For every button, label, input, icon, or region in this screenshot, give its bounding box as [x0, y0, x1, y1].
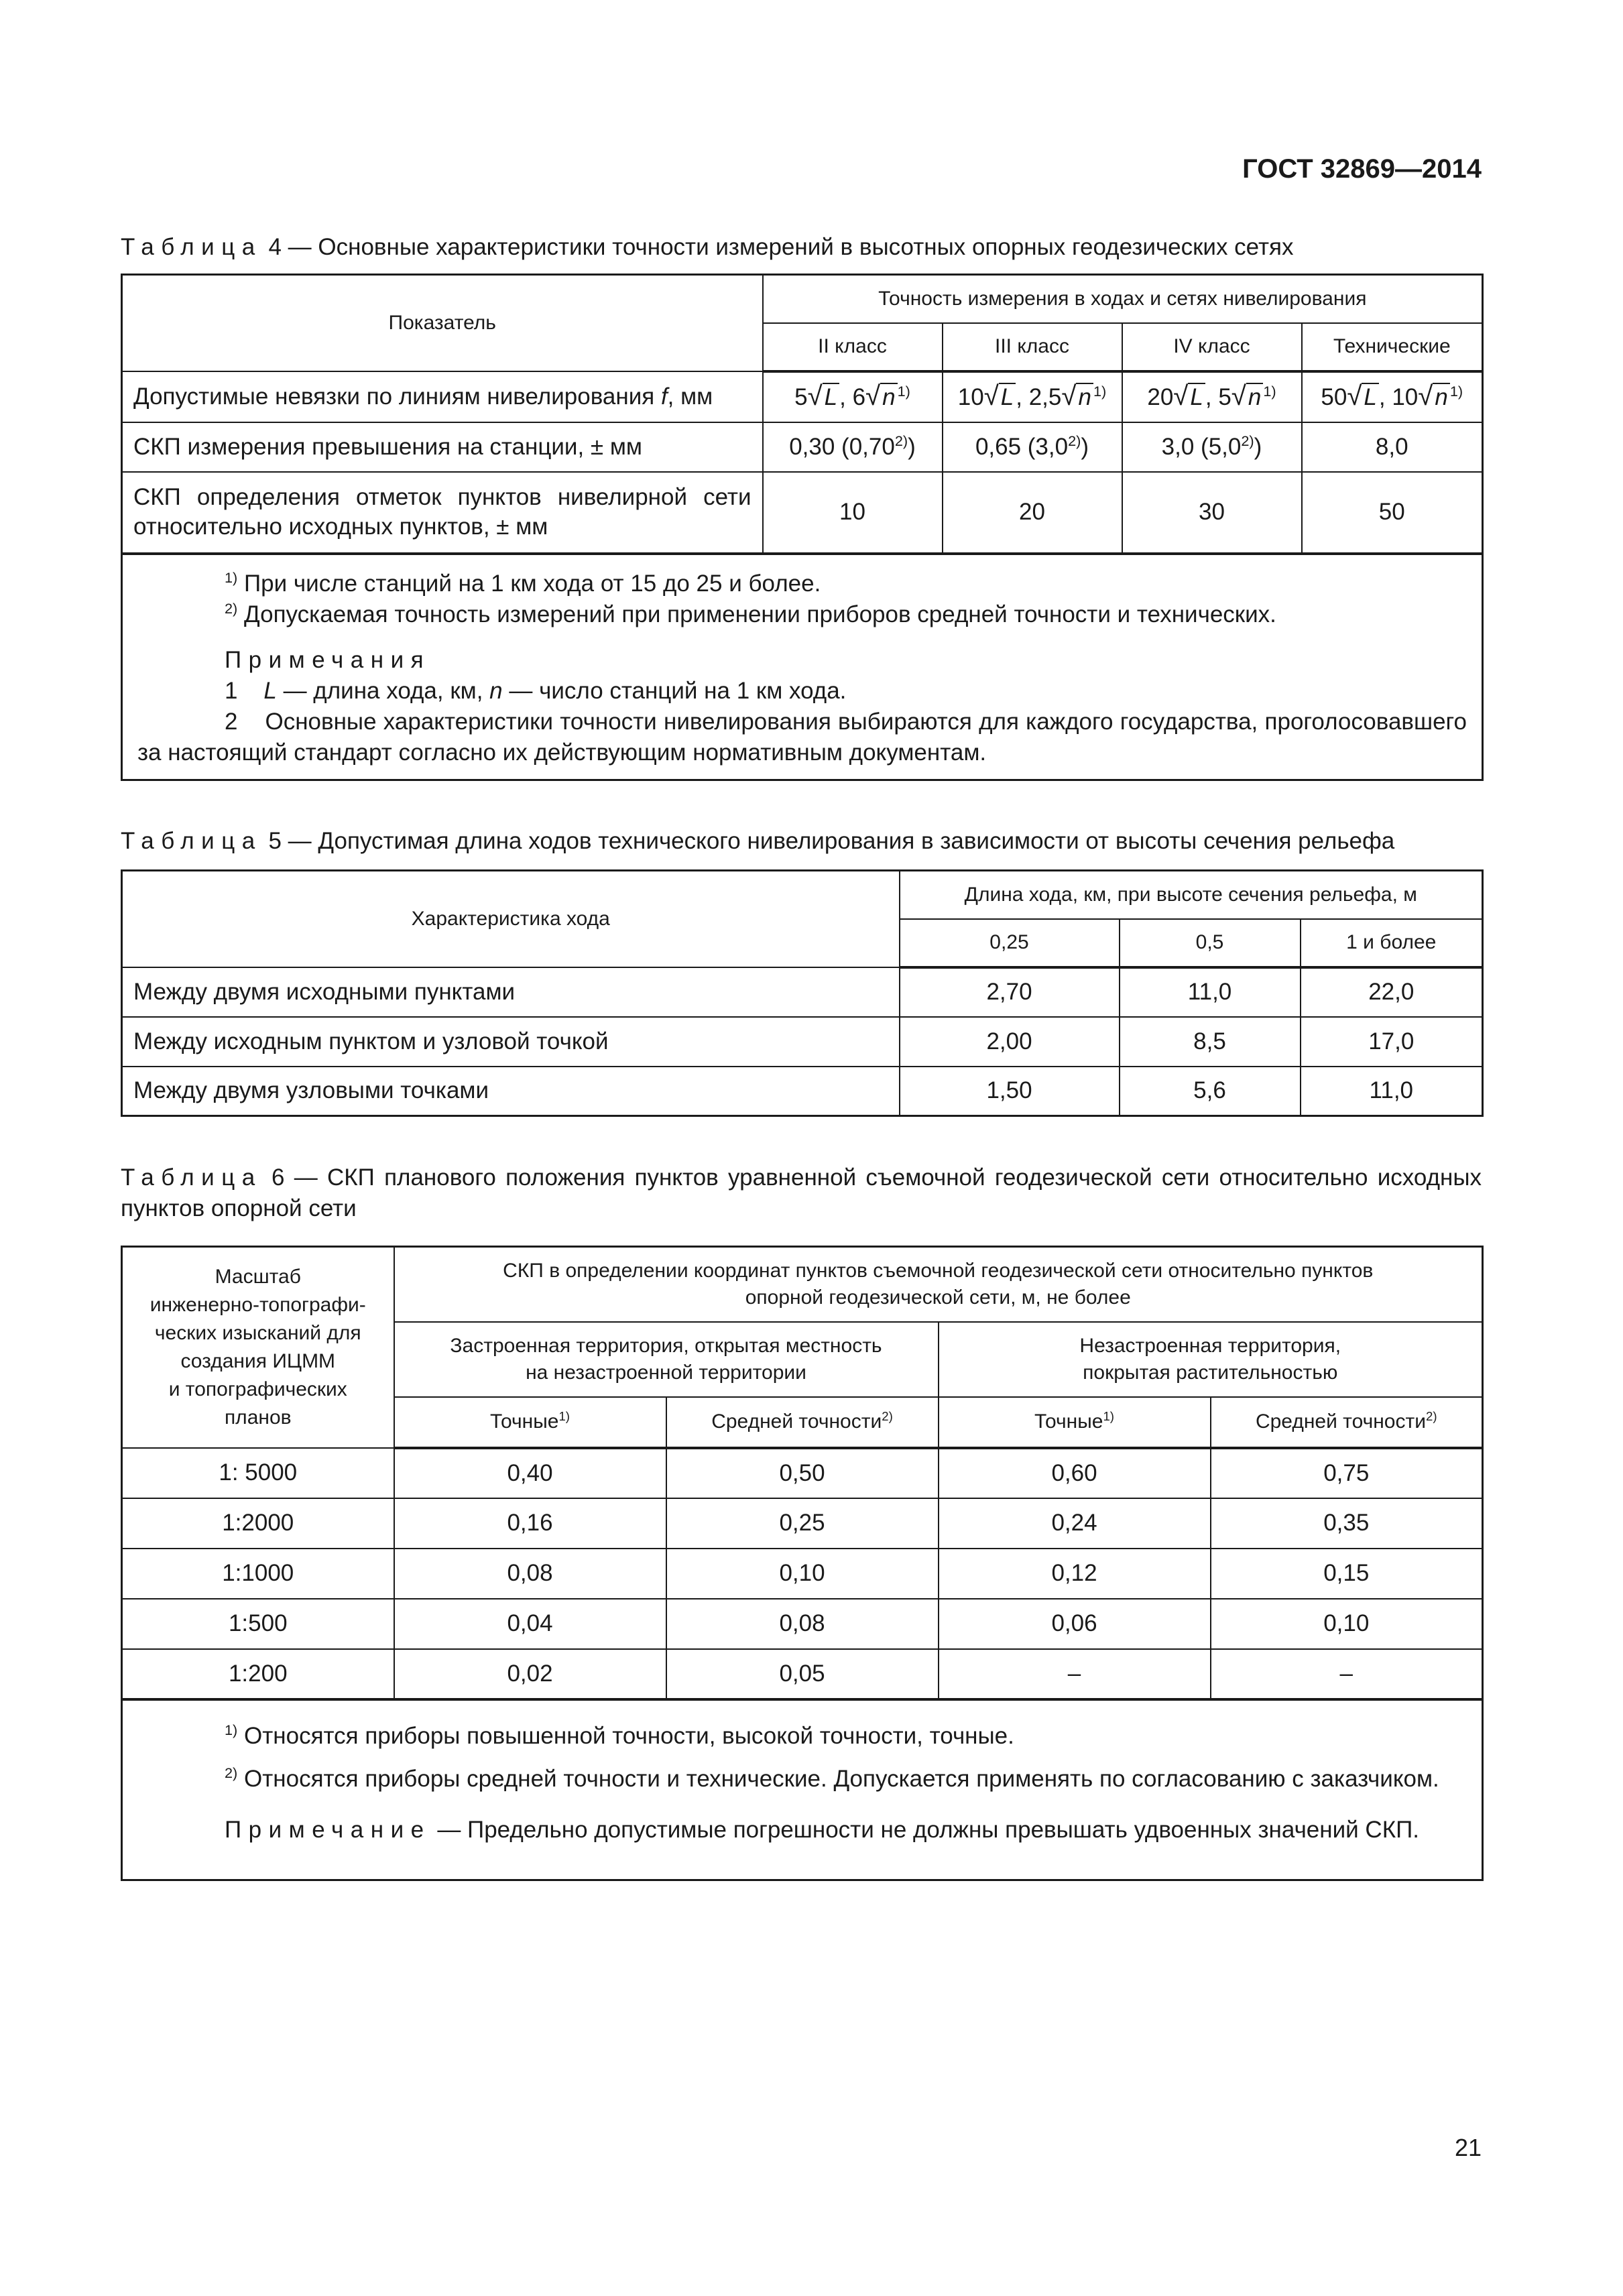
value-cell: 10 — [763, 472, 943, 554]
table5-header-height: 0,5 — [1120, 919, 1301, 967]
table-row — [122, 1498, 1483, 1549]
table4-label: Таблица — [121, 234, 262, 260]
table6-header-built-up: Застроенная территория, открытая местность на незастроенной территории — [394, 1322, 939, 1397]
sqrt-icon: √ — [807, 381, 823, 411]
row-label: Между двумя исходными пунктами — [122, 967, 900, 1017]
value-cell: 0,35 — [1211, 1498, 1483, 1549]
value-cell: 0,08 — [394, 1549, 666, 1599]
value-cell: 0,25 — [666, 1498, 939, 1549]
table6-number: 6 — [272, 1164, 285, 1191]
table-row — [122, 1649, 1483, 1699]
table4 — [121, 274, 1484, 781]
footnote-1: $^{1)}$ Относятся приборы повышенной точности, высокой точности, точные. — [225, 1721, 1014, 1749]
value-cell: 0,60 — [939, 1448, 1211, 1498]
value-cell: 11,0 — [1120, 967, 1301, 1017]
table5-header-length: Длина хода, км, при высоте сечения рельефа, м — [900, 871, 1483, 919]
remark: Примечание — Предельно допустимые погрешности не должны превышать удвоенных значений СКП. — [225, 1816, 1419, 1843]
value-cell: 0,04 — [394, 1599, 666, 1649]
table-row — [122, 1549, 1483, 1599]
row-label: СКП измерения превышения на станции, ± мм — [122, 422, 763, 472]
row-label: СКП определения отметок пунктов нивелирной сети относительно исходных пунктов, ± мм — [122, 472, 763, 554]
value-cell: 5,6 — [1120, 1067, 1301, 1116]
page-number: 21 — [1454, 2134, 1482, 2161]
table6-notes — [122, 1699, 1483, 1880]
table4-number: 4 — [268, 234, 282, 260]
table5-title: — Допустимая длина ходов технического нивелирования в зависимости от высоты сечения рельефа — [288, 828, 1395, 854]
value-cell: 0,06 — [939, 1599, 1211, 1649]
table5-number: 5 — [268, 828, 282, 854]
value-cell: 2,00 — [900, 1017, 1120, 1067]
value-cell: 0,65 (3,0$^{2)}$) — [943, 422, 1122, 472]
table4-caption — [121, 232, 1482, 263]
table-row — [122, 422, 1483, 472]
value-cell: 8,5 — [1120, 1017, 1301, 1067]
table6-header-precision: Средней точности$^{2)}$ — [1211, 1397, 1483, 1448]
value-cell: 2,70 — [900, 967, 1120, 1017]
table-row — [122, 371, 1483, 422]
value-cell: – — [939, 1649, 1211, 1699]
remark-2: 2 Основные характеристики точности нивелирования выбираются для каждого государства, проголосовавшего за настоящий стандарт согласно их действующим нормативным документам. — [137, 708, 1467, 766]
formula-cell: 5√L, 6√n $^{1)}$ — [763, 371, 943, 422]
value-cell: 0,15 — [1211, 1549, 1483, 1599]
value-cell: 11,0 — [1301, 1067, 1483, 1116]
table6-label: Таблица — [121, 1164, 262, 1191]
value-cell: 0,50 — [666, 1448, 939, 1498]
table6-header-skp: СКП в определении координат пунктов съемочной геодезической сети относительно пунктов опорной геодезической сети, м, не более — [394, 1247, 1483, 1322]
scale-cell: 1: 5000 — [122, 1448, 394, 1498]
value-cell: 0,02 — [394, 1649, 666, 1699]
formula-cell: 20√L, 5√n $^{1)}$ — [1122, 371, 1302, 422]
formula-cell: 50√L, 10√n $^{1)}$ — [1302, 371, 1483, 422]
document-code: ГОСТ 32869—2014 — [1242, 154, 1482, 184]
table-row — [122, 1067, 1483, 1116]
table5-header-height: 0,25 — [900, 919, 1120, 967]
table6-caption — [121, 1162, 1482, 1224]
value-cell: 0,12 — [939, 1549, 1211, 1599]
table6-notes-row — [122, 1699, 1483, 1880]
table4-header-class: III класс — [943, 323, 1122, 371]
value-cell: 0,24 — [939, 1498, 1211, 1549]
value-cell: 0,10 — [666, 1549, 939, 1599]
value-cell: 8,0 — [1302, 422, 1483, 472]
table4-header-class: II класс — [763, 323, 943, 371]
value-cell: 0,08 — [666, 1599, 939, 1649]
remarks-title: Примечания — [225, 646, 431, 673]
value-cell: 0,10 — [1211, 1599, 1483, 1649]
table5-header-characteristic: Характеристика хода — [122, 871, 900, 967]
value-cell: 0,05 — [666, 1649, 939, 1699]
row-label: Допустимые невязки по линиям нивелирования f, мм — [122, 371, 763, 422]
sqrt-icon: √ — [983, 381, 999, 411]
table6 — [121, 1246, 1484, 1881]
table4-notes-row — [122, 554, 1483, 780]
table5-caption — [121, 826, 1482, 857]
formula-cell: 10√L, 2,5√n $^{1)}$ — [943, 371, 1122, 422]
footnote-2: $^{2)}$ Относятся приборы средней точности и технические. Допускается применять по согласованию с заказчиком. — [225, 1764, 1439, 1792]
table6-header-precision: Средней точности$^{2)}$ — [666, 1397, 939, 1448]
table6-header-scale: Масштаб инженерно-топографи- ческих изысканий для создания ИЦММ и топографических планов — [122, 1247, 394, 1448]
footnote-1: $^{1)}$ При числе станций на 1 км хода от 15 до 25 и более. — [225, 568, 821, 597]
sqrt-icon: √ — [1231, 381, 1246, 411]
table-row — [122, 472, 1483, 554]
table4-header-class: IV класс — [1122, 323, 1302, 371]
table4-header-class: Технические — [1302, 323, 1483, 371]
value-cell: 1,50 — [900, 1067, 1120, 1116]
table-row — [122, 1017, 1483, 1067]
scale-cell: 1:1000 — [122, 1549, 394, 1599]
value-cell: 20 — [943, 472, 1122, 554]
table4-header-accuracy: Точность измерения в ходах и сетях нивелирования — [763, 275, 1483, 323]
value-cell: 0,75 — [1211, 1448, 1483, 1498]
value-cell: 0,30 (0,70$^{2)}$) — [763, 422, 943, 472]
value-cell: 30 — [1122, 472, 1302, 554]
value-cell: 3,0 (5,0$^{2)}$) — [1122, 422, 1302, 472]
table5-header-height: 1 и более — [1301, 919, 1483, 967]
sqrt-icon: √ — [865, 381, 881, 411]
table6-title: — СКП планового положения пунктов уравненной съемочной геодезической сети относительно исходных пунктов опорной сети — [121, 1164, 1482, 1221]
sqrt-icon: √ — [1173, 381, 1189, 411]
scale-cell: 1:2000 — [122, 1498, 394, 1549]
scale-cell: 1:500 — [122, 1599, 394, 1649]
table6-header-precision: Точные$^{1)}$ — [394, 1397, 666, 1448]
sqrt-icon: √ — [1061, 381, 1077, 411]
table-row — [122, 1448, 1483, 1498]
value-cell: – — [1211, 1649, 1483, 1699]
table-row — [122, 1599, 1483, 1649]
table4-header-parameter: Показатель — [122, 275, 763, 371]
table-row — [122, 967, 1483, 1017]
table6-header-precision: Точные$^{1)}$ — [939, 1397, 1211, 1448]
value-cell: 22,0 — [1301, 967, 1483, 1017]
value-cell: 0,16 — [394, 1498, 666, 1549]
row-label: Между двумя узловыми точками — [122, 1067, 900, 1116]
footnote-2: $^{2)}$ Допускаемая точность измерений при применении приборов средней точности и технических. — [225, 599, 1276, 627]
row-label: Между исходным пунктом и узловой точкой — [122, 1017, 900, 1067]
table5-label: Таблица — [121, 828, 262, 854]
scale-cell: 1:200 — [122, 1649, 394, 1699]
table5 — [121, 869, 1484, 1117]
sqrt-icon: √ — [1418, 381, 1433, 411]
table6-header-vegetated: Незастроенная территория, покрытая растительностью — [939, 1322, 1483, 1397]
value-cell: 50 — [1302, 472, 1483, 554]
remark-1: 1 L — длина хода, км, n — число станций на 1 км хода. — [225, 677, 847, 704]
value-cell: 17,0 — [1301, 1017, 1483, 1067]
value-cell: 0,40 — [394, 1448, 666, 1498]
table4-title: — Основные характеристики точности измерений в высотных опорных геодезических сетях — [288, 234, 1294, 260]
table4-notes — [122, 554, 1483, 780]
sqrt-icon: √ — [1347, 381, 1362, 411]
